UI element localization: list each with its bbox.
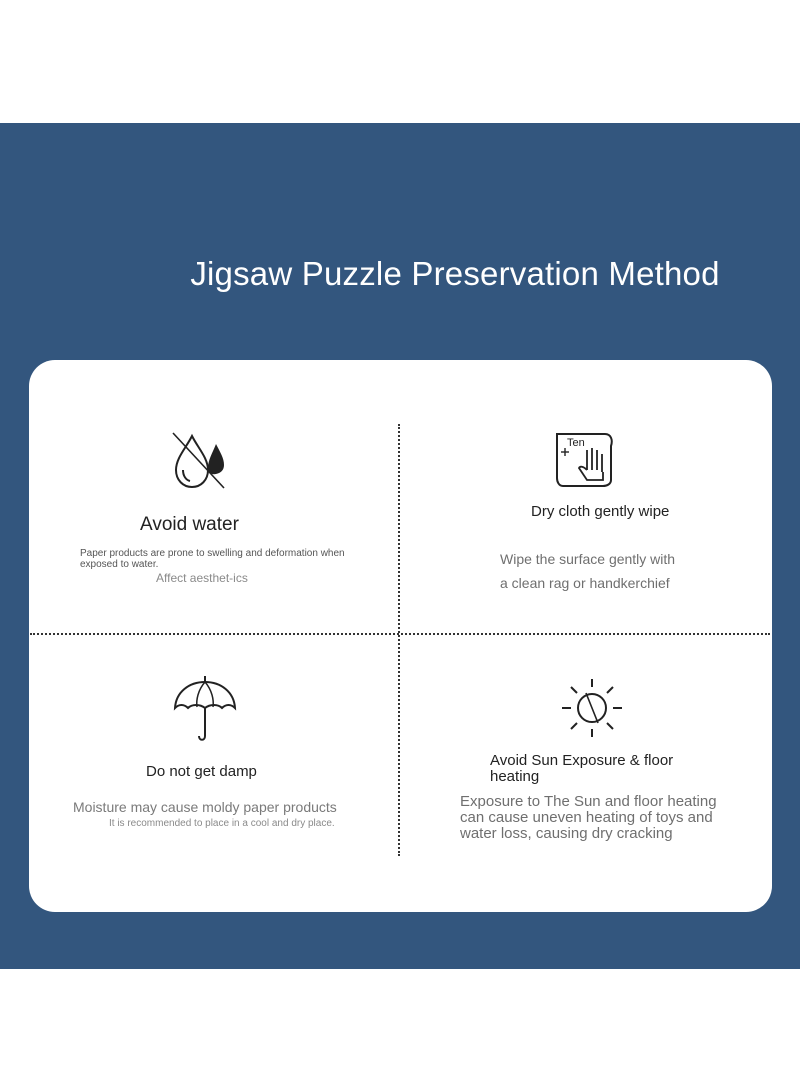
tip-note-avoid-water: Affect aesthet-ics	[156, 571, 248, 585]
horizontal-divider	[30, 633, 770, 635]
tip-heading-avoid-water: Avoid water	[140, 514, 239, 535]
tip-desc-sun: Exposure to The Sun and floor heating can cause uneven heating of toys and water loss, causing dry cracking	[460, 793, 717, 842]
tip-note-damp: It is recommended to place in a cool and dry place.	[109, 818, 335, 829]
tip-heading-damp: Do not get damp	[146, 763, 257, 780]
umbrella-icon	[172, 674, 238, 744]
tip-heading-dry-cloth: Dry cloth gently wipe	[531, 503, 670, 520]
tip-desc-avoid-water: Paper products are prone to swelling and deformation when exposed to water.	[80, 548, 345, 570]
page-title: Jigsaw Puzzle Preservation Method	[190, 255, 720, 292]
no-water-icon	[170, 430, 230, 492]
vertical-divider	[398, 424, 400, 856]
tip-desc-dry-cloth-line2: a clean rag or handkerchief	[500, 575, 670, 591]
cloth-icon-label: Ten	[567, 437, 585, 449]
tip-desc-damp: Moisture may cause moldy paper products	[73, 799, 337, 815]
tip-desc-dry-cloth-line1: Wipe the surface gently with	[500, 551, 676, 567]
tip-heading-sun: Avoid Sun Exposure & floor heating	[490, 752, 674, 785]
sun-crossed-icon	[560, 677, 624, 739]
cloth-wipe-icon	[553, 430, 617, 490]
